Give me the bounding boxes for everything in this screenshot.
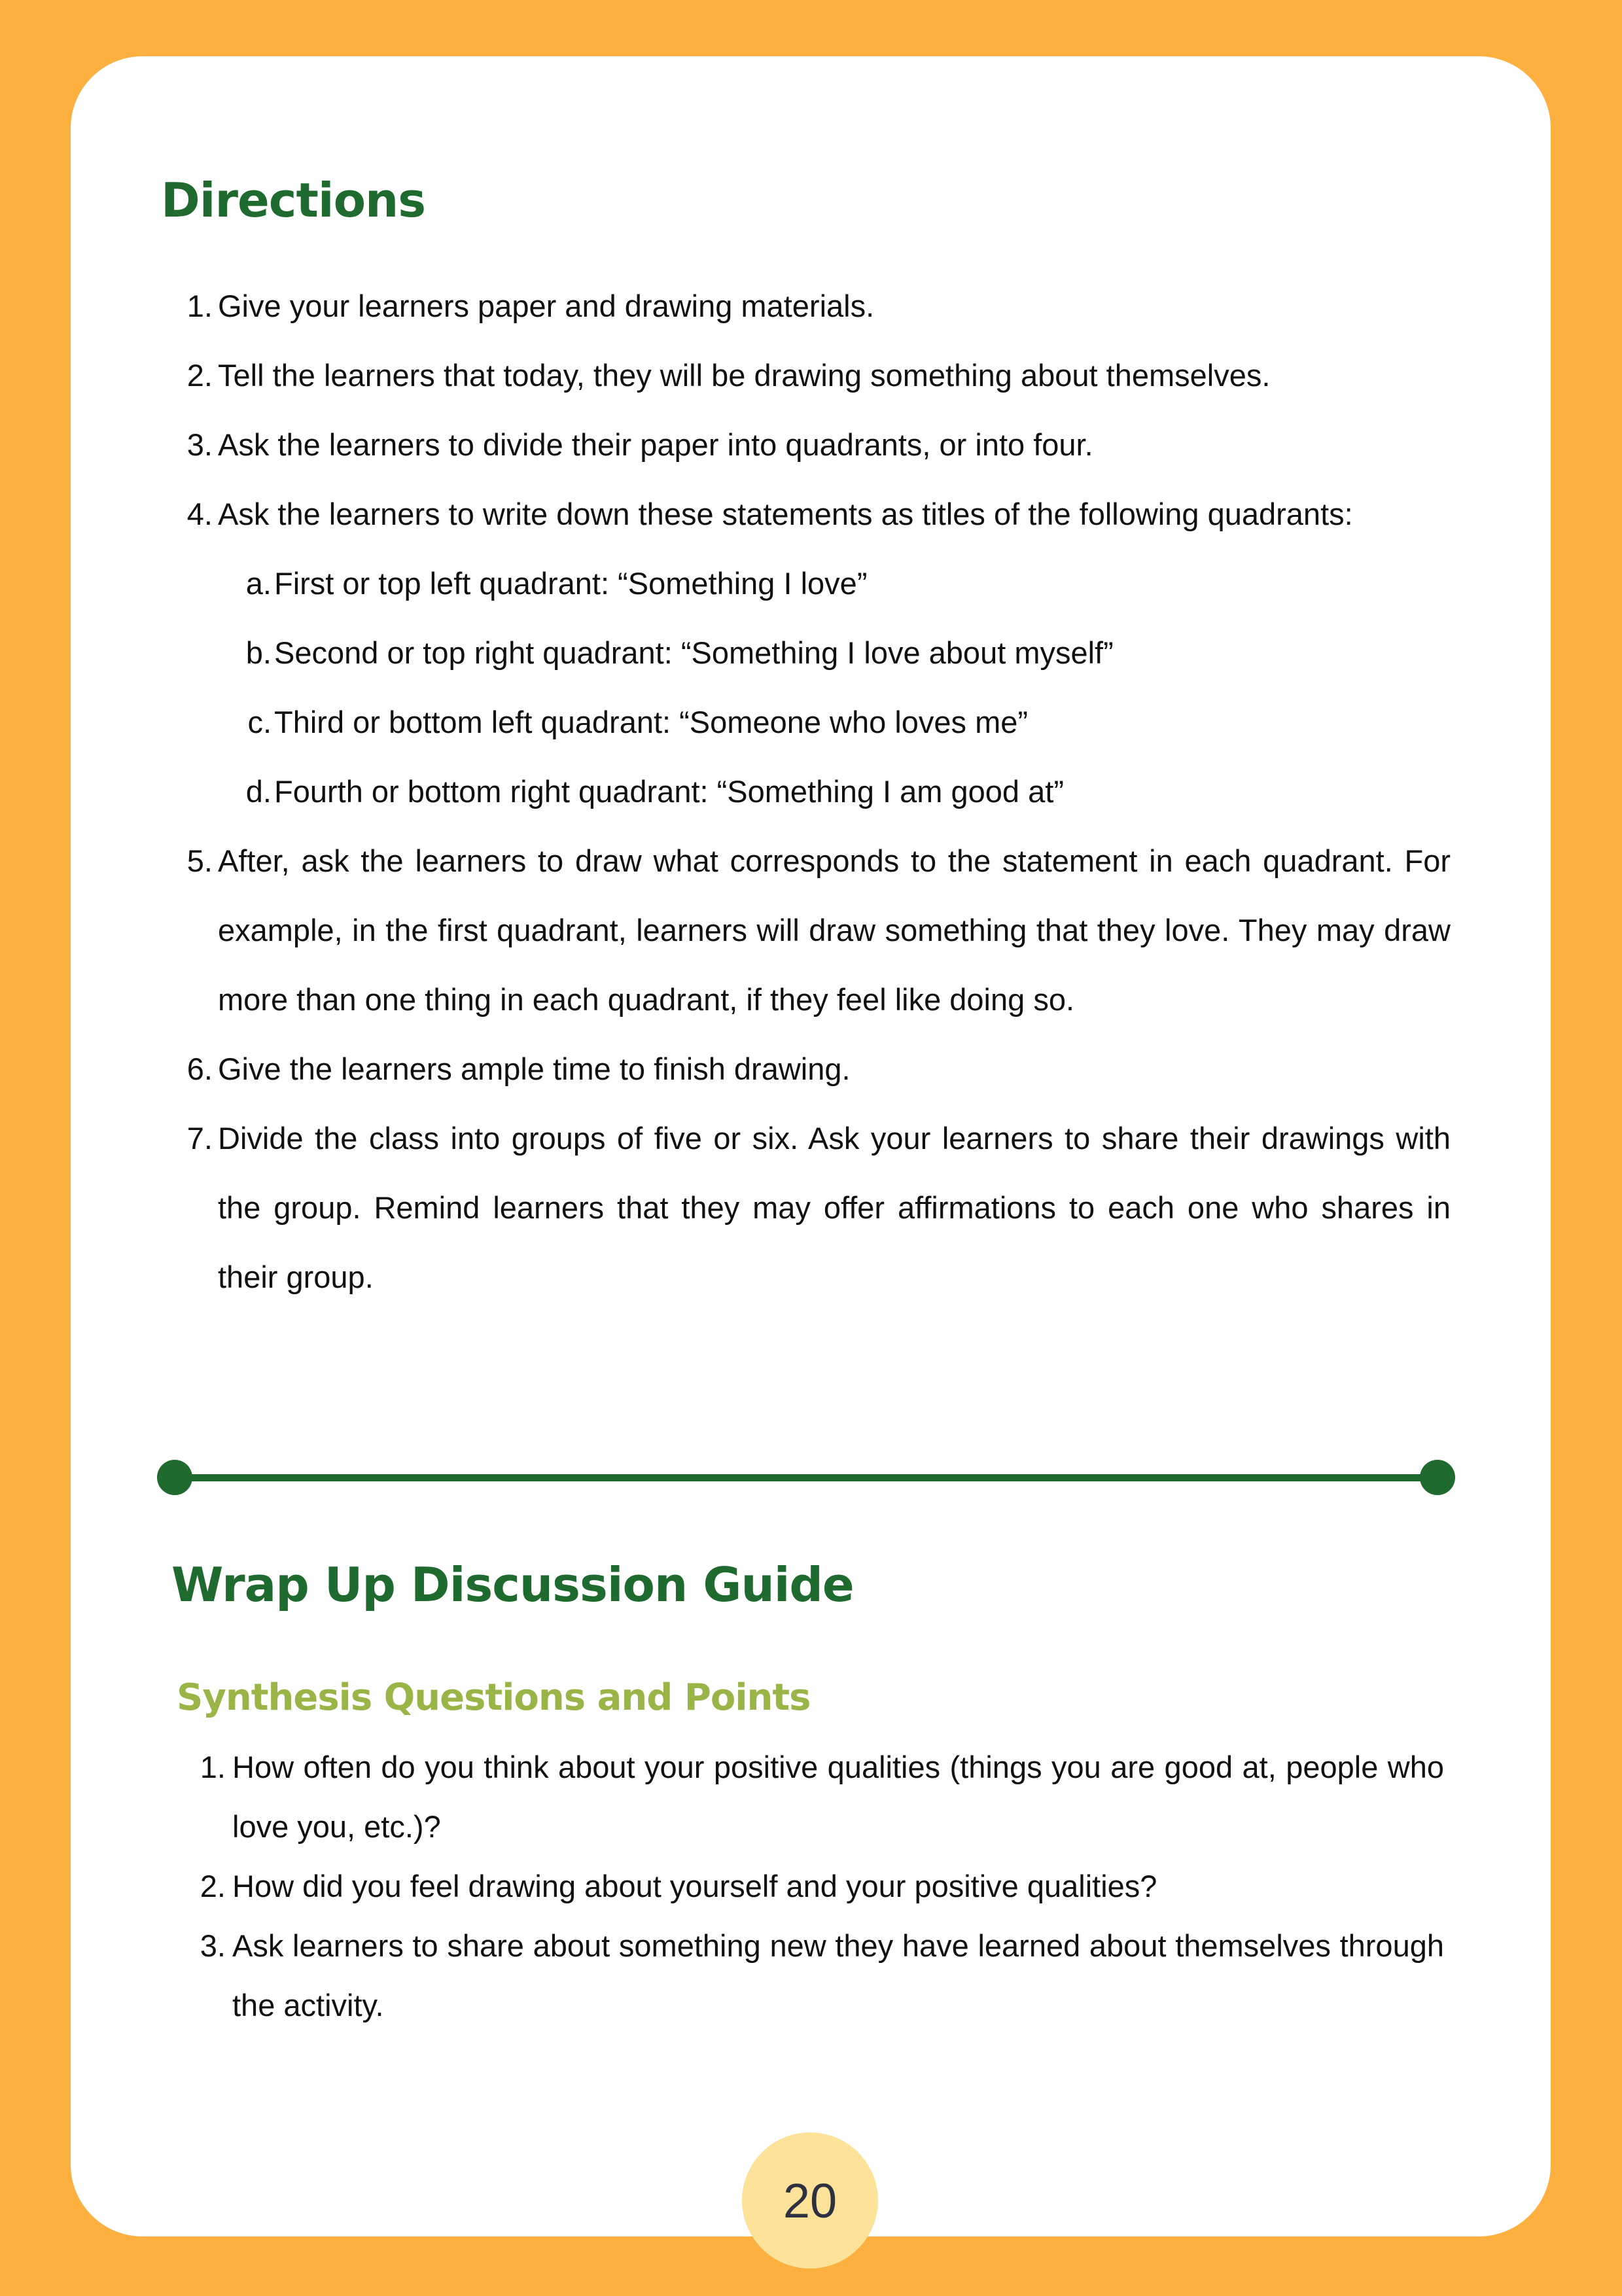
sub-list-text: Third or bottom left quadrant: “Someone who loves me” [274, 705, 1029, 739]
list-text: Divide the class into groups of five or six. Ask your learners to share their drawings with the group. Remind learners that they may offer affirmations to each one who shares in their group. [218, 1121, 1451, 1294]
sub-list-letter: b. [245, 635, 272, 670]
list-number: 6. [186, 1051, 213, 1086]
sub-list-text: First or top left quadrant: “Something I love” [274, 566, 868, 601]
list-text: How often do you think about your positive qualities (things you are good at, people who love you, etc.)? [232, 1750, 1444, 1844]
list-number: 7. [186, 1121, 213, 1156]
list-number: 1. [186, 289, 213, 323]
page-number: 20 [783, 2173, 837, 2228]
sub-list-text: Fourth or bottom right quadrant: “Something I am good at” [274, 774, 1064, 809]
list-text: Ask learners to share about something new they have learned about themselves through the activity. [232, 1928, 1444, 2022]
synthesis-list [160, 1737, 1444, 2035]
divider-dot-left [157, 1460, 192, 1495]
directions-list [147, 272, 1451, 1312]
sub-list-item [147, 688, 1451, 757]
sub-list-item [147, 618, 1451, 688]
divider-dot-right [1420, 1460, 1455, 1495]
wrap-up-heading: Wrap Up Discussion Guide [171, 1557, 854, 1612]
list-item [147, 1104, 1451, 1312]
section-divider [157, 1460, 1455, 1495]
directions-heading: Directions [161, 173, 426, 228]
list-text: Give the learners ample time to finish drawing. [218, 1051, 851, 1086]
list-number: 2. [186, 358, 213, 393]
list-item [147, 410, 1451, 480]
list-text: Ask the learners to divide their paper into quadrants, or into four. [218, 427, 1093, 462]
list-item [147, 826, 1451, 1034]
list-text: How did you feel drawing about yourself and your positive qualities? [232, 1869, 1157, 1903]
page-number-badge [742, 2132, 878, 2269]
list-number: 5. [186, 843, 213, 878]
list-text: Tell the learners that today, they will be drawing something about themselves. [218, 358, 1271, 393]
list-item [147, 1034, 1451, 1104]
list-text: Give your learners paper and drawing materials. [218, 289, 875, 323]
sub-list-letter: c. [247, 705, 272, 739]
synthesis-subheading: Synthesis Questions and Points [177, 1676, 811, 1719]
list-number: 4. [186, 497, 213, 531]
list-item [147, 272, 1451, 341]
sub-list-letter: d. [245, 774, 272, 809]
list-text: Ask the learners to write down these statements as titles of the following quadrants: [218, 497, 1353, 531]
list-item [160, 1737, 1444, 1856]
list-number: 1. [200, 1750, 226, 1784]
sub-list-letter: a. [245, 566, 272, 601]
quadrant-sublist [218, 549, 1451, 826]
list-item [147, 480, 1451, 826]
list-text: After, ask the learners to draw what corresponds to the statement in each quadrant. For example, in the first quadrant, learners will draw something that they love. They may draw more than one thing in each quadrant, if they feel like doing so. [218, 843, 1451, 1017]
list-item [147, 341, 1451, 410]
list-item [160, 1856, 1444, 1916]
list-number: 3. [186, 427, 213, 462]
list-number: 2. [200, 1869, 226, 1903]
sub-list-item [147, 757, 1451, 826]
list-item [160, 1916, 1444, 2035]
sub-list-item [147, 549, 1451, 618]
sub-list-text: Second or top right quadrant: “Something I love about myself” [274, 635, 1114, 670]
list-number: 3. [200, 1928, 226, 1963]
divider-line [175, 1474, 1437, 1481]
